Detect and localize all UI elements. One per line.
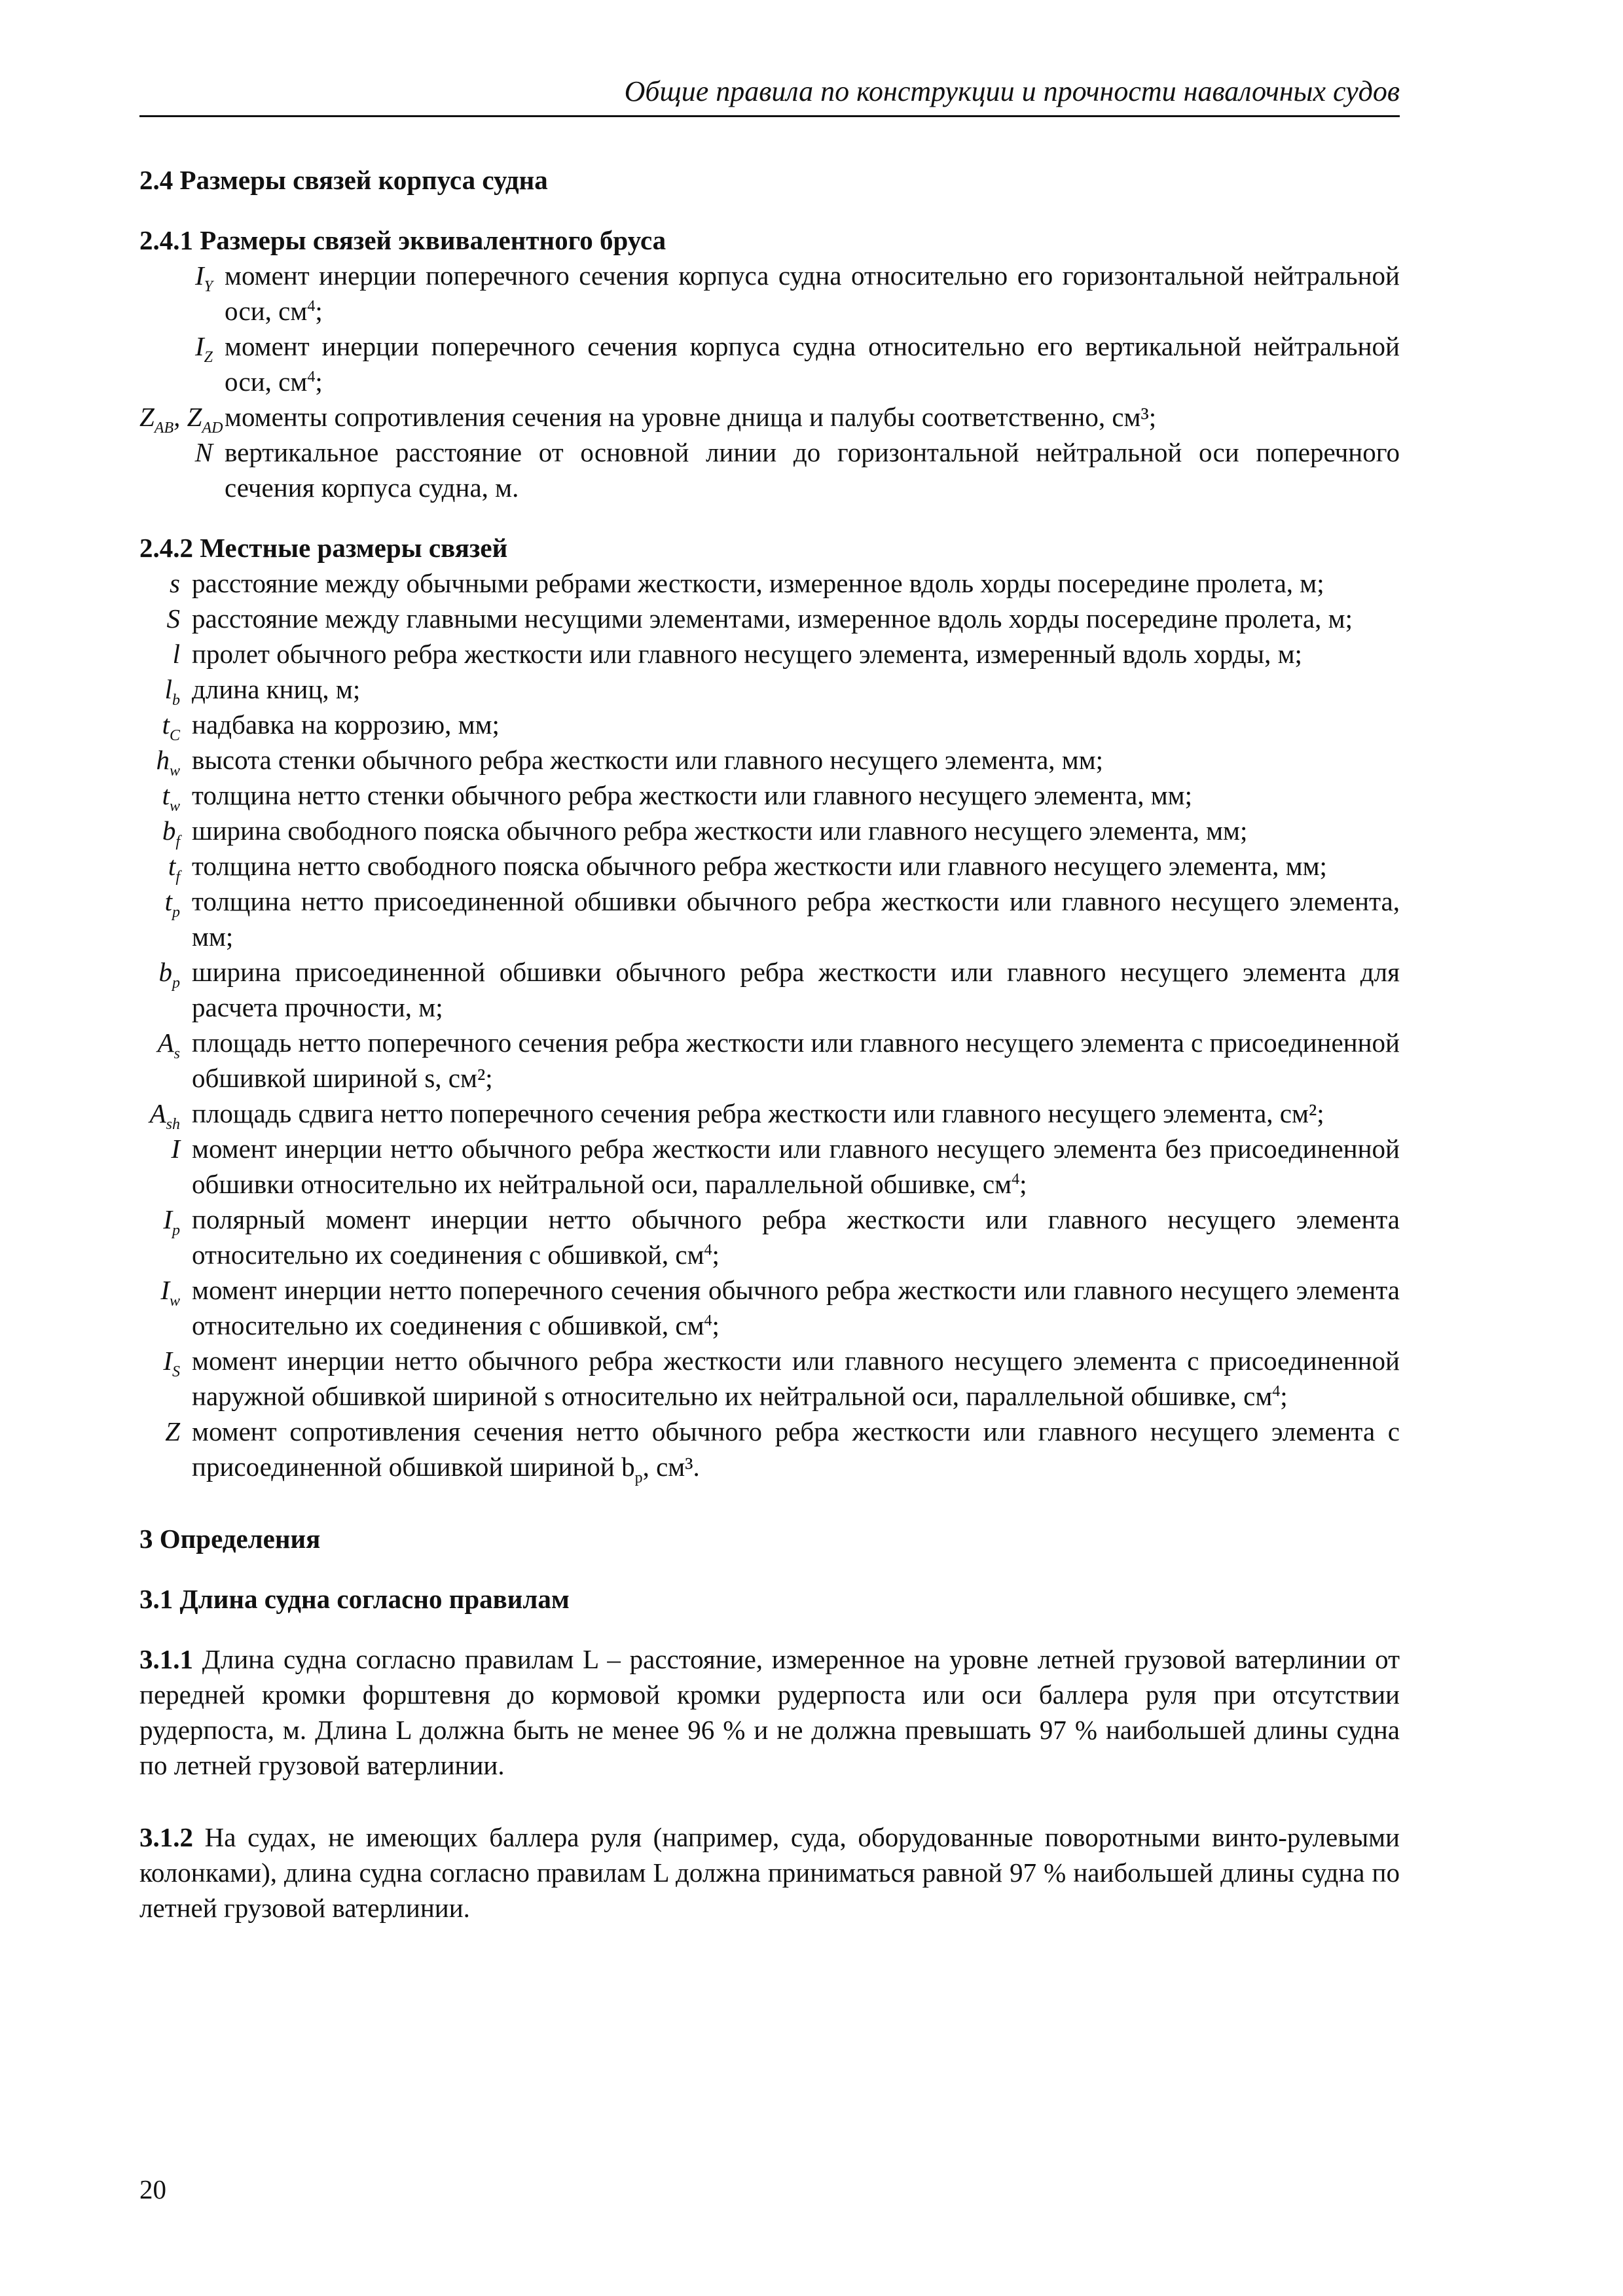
symbol-definition-row [139, 435, 1400, 505]
definition-tail: ; [315, 367, 323, 397]
subsection-2-4-2-title: 2.4.2 Местные размеры связей [139, 533, 508, 563]
symbol-subscript-2: AD [202, 420, 223, 437]
symbol-letter: A [157, 1028, 174, 1058]
paragraph-gap [139, 1783, 1400, 1820]
definition-subscript: p [634, 1469, 643, 1486]
definition-body: расстояние между главными несущими элементами, измеренное вдоль хорды посередине пролета, м; [192, 603, 1353, 634]
symbol-subscript: p [172, 904, 180, 921]
definition-body: моменты сопротивления сечения на уровне днища и палубы соответственно, см³; [225, 402, 1157, 432]
definition-tail: ; [712, 1240, 720, 1270]
symbol [139, 1414, 192, 1449]
definition-body: площадь сдвига нетто поперечного сечения ребра жесткости или главного несущего элемента, см²; [192, 1098, 1324, 1128]
symbol [139, 565, 192, 601]
symbol [139, 258, 225, 293]
definition-body: полярный момент инерции нетто обычного ребра жесткости или главного несущего элемента относительно их соединения с обшивкой, см [192, 1204, 1400, 1270]
symbol-letter: I [160, 1275, 170, 1305]
symbol [139, 1025, 192, 1060]
equivalent-beam-symbols-list [139, 258, 1400, 505]
paragraph-number: 3.1.1 [139, 1644, 193, 1674]
definition-body: момент инерции нетто обычного ребра жесткости или главного несущего элемента без присоединенной обшивки относительно их нейтральной оси, параллельной обшивке, см [192, 1134, 1400, 1199]
definition-body: момент инерции нетто обычного ребра жесткости или главного несущего элемента с присоединенной наружной обшивкой шириной s относительно их нейтральной оси, параллельной обшивке, см [192, 1346, 1400, 1411]
symbol-letter: b [162, 816, 176, 846]
symbol [139, 601, 192, 636]
paragraph-text: Длина судна согласно правилам L – расстояние, измеренное на уровне летней грузовой ватерлинии от передней кромки форштевня до кормовой кромки рудерпоста или оси баллера руля при отсутствии рудерпоста, м. Длина L должна быть не менее 96 % и не должна превышать 97 % наибольшей длины судна по летней грузовой ватерлинии. [139, 1644, 1400, 1780]
definition-text [192, 742, 1400, 778]
definition-text [225, 399, 1400, 435]
symbol-subscript: w [169, 1293, 180, 1310]
definition-body: толщина нетто стенки обычного ребра жесткости или главного несущего элемента, мм; [192, 780, 1193, 810]
definition-text [192, 1131, 1400, 1202]
symbol [139, 1272, 192, 1308]
definition-superscript: 4 [1272, 1383, 1281, 1400]
symbol-definition-row [139, 1096, 1400, 1131]
definition-body: момент инерции поперечного сечения корпуса судна относительно его вертикальной нейтральной оси, см [225, 331, 1400, 397]
definition-text [225, 258, 1400, 329]
definition-body: момент инерции поперечного сечения корпуса судна относительно его горизонтальной нейтральной оси, см [225, 260, 1400, 326]
symbol-definition-row [139, 848, 1400, 884]
symbol [139, 954, 192, 990]
symbol [139, 884, 192, 919]
definition-text [192, 1414, 1400, 1484]
symbol [139, 707, 192, 742]
definition-text [192, 848, 1400, 884]
symbol-definition-row [139, 399, 1400, 435]
definition-body: пролет обычного ребра жесткости или главного несущего элемента, измеренный вдоль хорды, м; [192, 639, 1302, 669]
symbol-letter: t [162, 780, 170, 810]
symbol-definition-row [139, 954, 1400, 1025]
section-3-title: 3 Определения [139, 1524, 321, 1554]
symbol [139, 1343, 192, 1378]
symbol-letter: I [194, 331, 204, 361]
symbol [139, 329, 225, 364]
local-scantlings-symbols-list [139, 565, 1400, 1484]
definition-superscript: 4 [307, 298, 316, 315]
symbol-definition-row [139, 1343, 1400, 1414]
page-number: 20 [139, 2174, 166, 2204]
definition-superscript: 4 [1012, 1171, 1020, 1188]
definition-text [192, 707, 1400, 742]
definition-text [192, 672, 1400, 707]
symbol-definition-row [139, 742, 1400, 778]
definition-text [192, 1025, 1400, 1096]
symbol-letter: t [162, 709, 170, 740]
symbol-letter: t [168, 851, 176, 881]
definition-text [192, 778, 1400, 813]
symbol-letter: A [149, 1098, 166, 1128]
symbol-definition-row [139, 672, 1400, 707]
symbol-letter: N [194, 437, 213, 467]
symbol-definition-row [139, 329, 1400, 399]
definition-superscript: 4 [704, 1242, 712, 1259]
symbol-subscript: p [172, 975, 180, 992]
symbol-letter: b [158, 957, 172, 987]
symbol-letter: I [163, 1204, 172, 1234]
symbol [139, 672, 192, 707]
symbol-letter: h [156, 745, 170, 775]
definition-tail: ; [315, 296, 323, 326]
symbol-definition-row [139, 1272, 1400, 1343]
subsection-2-4-1-title: 2.4.1 Размеры связей эквивалентного бруса [139, 225, 666, 255]
definition-body: ширина присоединенной обшивки обычного ребра жесткости или главного несущего элемента для расчета прочности, м; [192, 957, 1400, 1022]
symbol-definition-row [139, 1025, 1400, 1096]
symbol-subscript: w [169, 762, 180, 780]
definition-body: момент инерции нетто поперечного сечения обычного ребра жесткости или главного несущего элемента относительно их соединения с обшивкой, см [192, 1275, 1400, 1340]
symbol [139, 778, 192, 813]
symbol-definition-row [139, 813, 1400, 848]
subsection-3-1-title: 3.1 Длина судна согласно правилам [139, 1584, 570, 1614]
symbol-letter-2: , Z [173, 402, 202, 432]
symbol-definition-row [139, 601, 1400, 636]
symbol [139, 1131, 192, 1166]
symbol-definition-row [139, 707, 1400, 742]
symbol-definition-row [139, 565, 1400, 601]
symbol-subscript: s [173, 1045, 180, 1062]
definition-text [192, 601, 1400, 636]
definition-text [192, 1202, 1400, 1272]
symbol [139, 848, 192, 884]
header-rule [139, 115, 1400, 117]
rule-length-paragraphs [139, 1641, 1400, 1926]
symbol-definition-row [139, 1202, 1400, 1272]
symbol-definition-row [139, 778, 1400, 813]
section-2-4-title: 2.4 Размеры связей корпуса судна [139, 165, 548, 195]
symbol-definition-row [139, 884, 1400, 954]
symbol-subscript: Z [204, 349, 213, 366]
symbol-subscript: C [169, 727, 180, 744]
definition-body: ширина свободного пояска обычного ребра жесткости или главного несущего элемента, мм; [192, 816, 1248, 846]
symbol-subscript: S [172, 1363, 180, 1380]
symbol-definition-row [139, 1131, 1400, 1202]
definition-text [192, 884, 1400, 954]
symbol-letter: s [170, 568, 180, 598]
symbol-letter: S [166, 603, 180, 634]
definition-superscript: 4 [307, 368, 316, 386]
definition-body: момент сопротивления сечения нетто обычного ребра жесткости или главного несущего элемента с присоединенной обшивкой шириной b [192, 1416, 1400, 1482]
symbol-subscript: b [172, 692, 180, 709]
symbol [139, 399, 225, 435]
numbered-paragraph [139, 1820, 1400, 1926]
definition-text [192, 1272, 1400, 1343]
definition-text [192, 565, 1400, 601]
symbol-subscript: sh [166, 1116, 180, 1133]
definition-text [192, 954, 1400, 1025]
symbol-definition-row [139, 258, 1400, 329]
symbol [139, 813, 192, 848]
symbol-subscript: Y [204, 278, 213, 295]
symbol-letter: l [172, 639, 180, 669]
numbered-paragraph [139, 1641, 1400, 1783]
symbol-letter: I [171, 1134, 180, 1164]
symbol-subscript: f [175, 833, 180, 850]
definition-tail: , см³. [642, 1452, 700, 1482]
symbol-subscript: w [169, 798, 180, 815]
symbol [139, 435, 225, 470]
symbol [139, 742, 192, 778]
symbol-subscript: AB [154, 420, 174, 437]
symbol [139, 1202, 192, 1237]
definition-text [225, 435, 1400, 505]
symbol-subscript: f [175, 869, 180, 886]
running-header: Общие правила по конструкции и прочности навалочных судов [624, 75, 1400, 107]
definition-body: вертикальное расстояние от основной линии до горизонтальной нейтральной оси поперечного сечения корпуса судна, м. [225, 437, 1400, 503]
definition-text [225, 329, 1400, 399]
symbol-letter: Z [139, 402, 155, 432]
symbol-subscript: p [172, 1222, 180, 1239]
symbol-letter: t [164, 886, 172, 916]
paragraph-text: На судах, не имеющих баллера руля (например, суда, оборудованные поворотными винто-рулевыми колонками), длина судна согласно правилам L должна приниматься равной 97 % наибольшей длины судна по летней грузовой ватерлинии. [139, 1822, 1400, 1923]
definition-body: толщина нетто свободного пояска обычного ребра жесткости или главного несущего элемента, мм; [192, 851, 1327, 881]
symbol-definition-row [139, 1414, 1400, 1484]
definition-body: высота стенки обычного ребра жесткости или главного несущего элемента, мм; [192, 745, 1104, 775]
definition-text [192, 813, 1400, 848]
symbol-letter: Z [165, 1416, 180, 1446]
symbol-letter: I [194, 260, 204, 291]
symbol-definition-row [139, 636, 1400, 672]
definition-body: длина книц, м; [192, 674, 361, 704]
definition-text [192, 636, 1400, 672]
definition-body: площадь нетто поперечного сечения ребра жесткости или главного несущего элемента с присоединенной обшивкой шириной s, см²; [192, 1028, 1400, 1093]
symbol-letter: I [163, 1346, 172, 1376]
definition-body: толщина нетто присоединенной обшивки обычного ребра жесткости или главного несущего элемента, мм; [192, 886, 1400, 952]
page-body [139, 162, 1400, 1926]
symbol [139, 1096, 192, 1131]
definition-tail: ; [712, 1310, 720, 1340]
symbol [139, 636, 192, 672]
definition-body: расстояние между обычными ребрами жесткости, измеренное вдоль хорды посередине пролета, м; [192, 568, 1324, 598]
definition-tail: ; [1280, 1381, 1288, 1411]
definition-text [192, 1343, 1400, 1414]
paragraph-number: 3.1.2 [139, 1822, 193, 1852]
symbol-letter: l [164, 674, 172, 704]
definition-superscript: 4 [704, 1312, 712, 1329]
definition-tail: ; [1019, 1169, 1027, 1199]
definition-body: надбавка на коррозию, мм; [192, 709, 500, 740]
definition-text [192, 1096, 1400, 1131]
